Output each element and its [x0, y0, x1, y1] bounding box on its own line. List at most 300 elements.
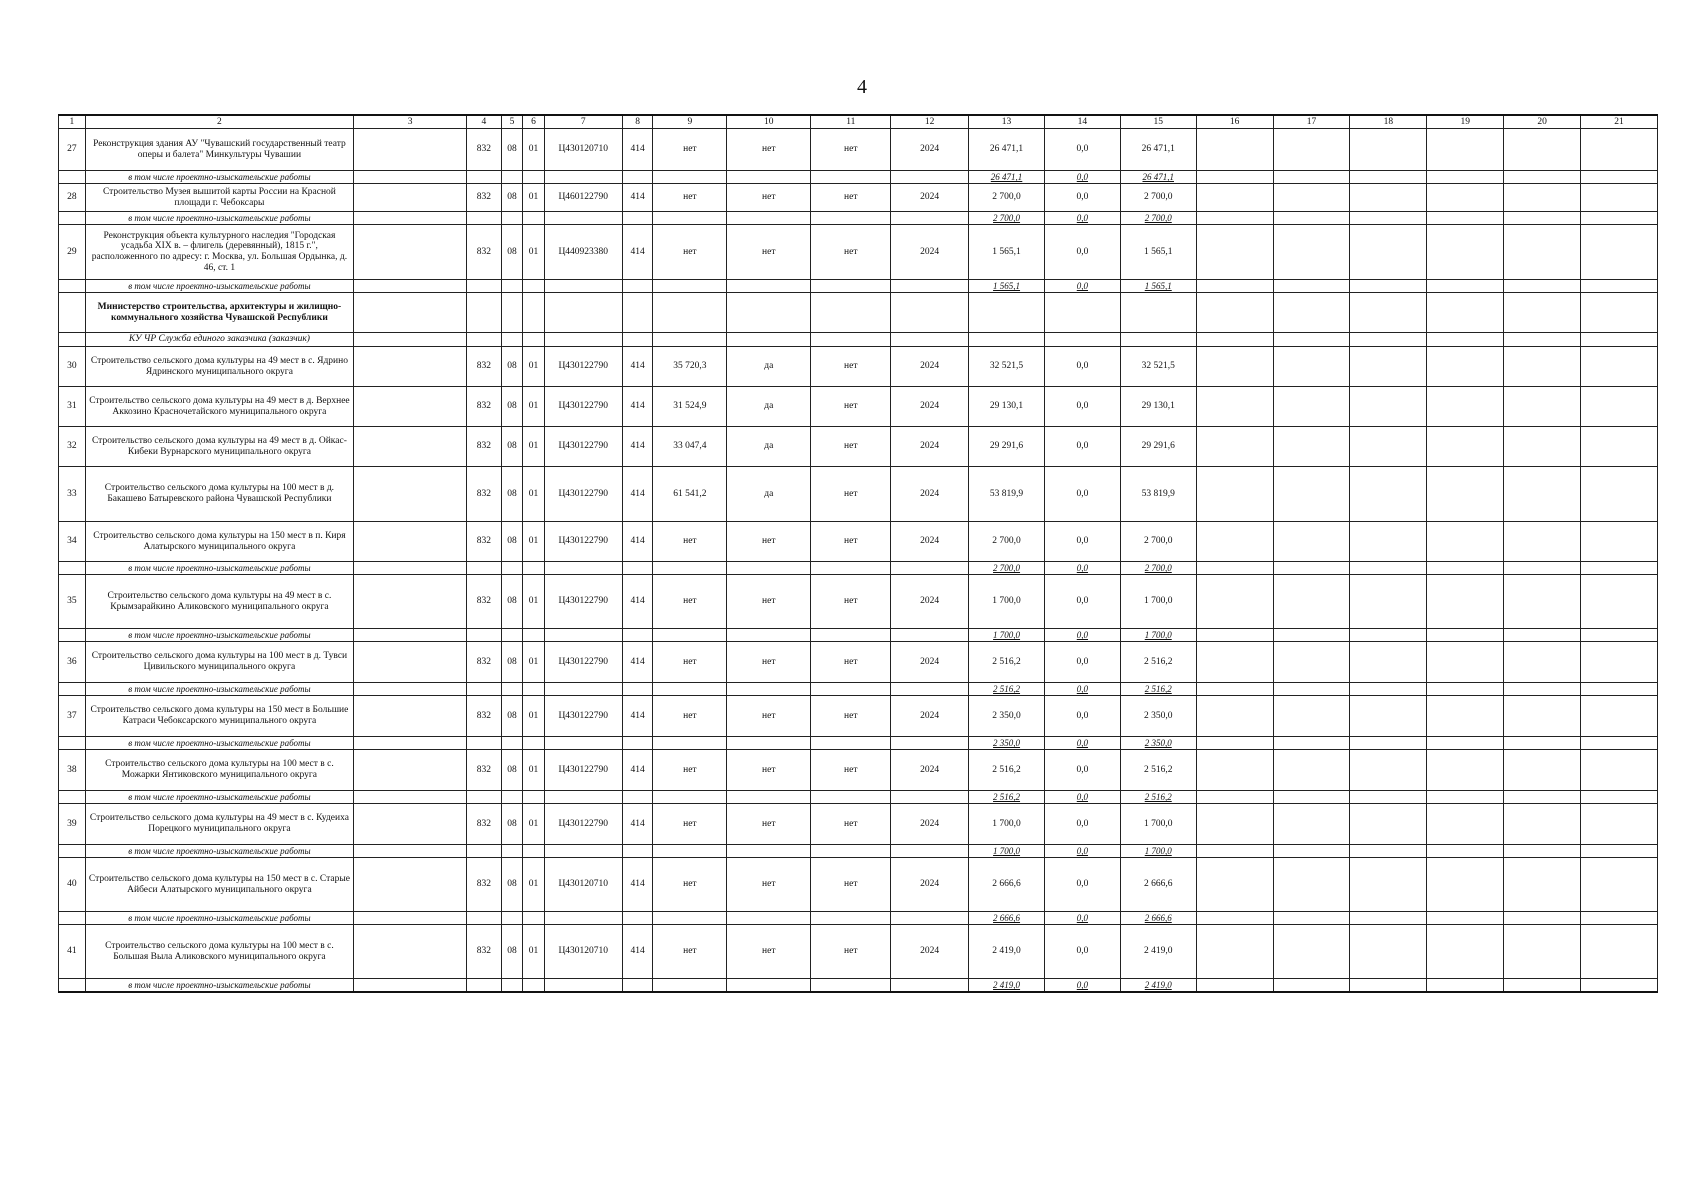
- cell-col3: [354, 387, 467, 427]
- cell-c10: нет: [727, 184, 811, 212]
- investment-table: [58, 114, 1658, 993]
- cell-c4: 832: [466, 925, 501, 979]
- cell-c4: 832: [466, 225, 501, 280]
- cell-c4: 832: [466, 642, 501, 683]
- cell-col21: [1581, 858, 1658, 912]
- cell-col19: [1427, 171, 1504, 184]
- sub-c15: 2 350,0: [1120, 737, 1196, 750]
- cell-col11: [811, 737, 891, 750]
- cell-col18: [1350, 845, 1427, 858]
- sub-c14: 0,0: [1044, 845, 1120, 858]
- cell-c8: 414: [622, 575, 653, 629]
- cell-col5: [501, 683, 523, 696]
- cell-col17: [1273, 467, 1350, 522]
- sub-c13: 2 666,6: [969, 912, 1045, 925]
- cell-col3: [354, 737, 467, 750]
- cell-c9: нет: [653, 129, 727, 171]
- cell-col18: [1350, 333, 1427, 347]
- cell-col6: [523, 737, 545, 750]
- cell-c9: нет: [653, 184, 727, 212]
- object-description: Реконструкция здания АУ "Чувашский государственный театр оперы и балета" Минкультуры Чувашии: [85, 129, 354, 171]
- cell-c14: 0,0: [1044, 467, 1120, 522]
- cell-c13: 29 130,1: [969, 387, 1045, 427]
- cell-col19: [1427, 925, 1504, 979]
- cell-col8: [622, 333, 653, 347]
- sub-c14: 0,0: [1044, 212, 1120, 225]
- cell-col8: [622, 912, 653, 925]
- cell-col8: [622, 683, 653, 696]
- sub-c15: 26 471,1: [1120, 171, 1196, 184]
- cell-col18: [1350, 184, 1427, 212]
- cell-c5: 08: [501, 347, 523, 387]
- cell-col3: [354, 845, 467, 858]
- sub-c13: 2 700,0: [969, 562, 1045, 575]
- cell-c11: нет: [811, 427, 891, 467]
- agency-header-text: КУ ЧР Служба единого заказчика (заказчик): [85, 333, 354, 347]
- cell-col3: [354, 522, 467, 562]
- cell-col19: [1427, 642, 1504, 683]
- cell-c15: 2 666,6: [1120, 858, 1196, 912]
- cell-c4: 832: [466, 427, 501, 467]
- cell-col7: [544, 683, 622, 696]
- row-number: 27: [59, 129, 86, 171]
- object-description: Строительство сельского дома культуры на 49 мест в с. Кудеиха Порецкого муниципального округа: [85, 804, 354, 845]
- sub-label: в том числе проектно-изыскательские работы: [85, 280, 354, 293]
- cell-c6: 01: [523, 427, 545, 467]
- cell-col16: [1196, 562, 1273, 575]
- cell-c6: 01: [523, 225, 545, 280]
- cell-col3: [354, 212, 467, 225]
- cell-col17: [1273, 129, 1350, 171]
- cell-col12: [891, 683, 969, 696]
- cell-col20: [1504, 427, 1581, 467]
- cell-col5: [501, 912, 523, 925]
- cell-c8: 414: [622, 925, 653, 979]
- object-description: Строительство сельского дома культуры на 100 мест в с. Большая Выла Аликовского муниципального округа: [85, 925, 354, 979]
- cell-col8: [622, 979, 653, 993]
- cell-c14: 0,0: [1044, 129, 1120, 171]
- cell-col16: [1196, 293, 1273, 333]
- cell-col12: [891, 293, 969, 333]
- cell-c15: 2 700,0: [1120, 522, 1196, 562]
- column-header: 21: [1581, 115, 1658, 129]
- cell-col10: [727, 629, 811, 642]
- cell-col1: [59, 562, 86, 575]
- cell-col19: [1427, 225, 1504, 280]
- cell-c5: 08: [501, 522, 523, 562]
- table-row: [59, 696, 1658, 737]
- cell-col17: [1273, 696, 1350, 737]
- cell-col7: [544, 629, 622, 642]
- cell-col16: [1196, 979, 1273, 993]
- cell-col20: [1504, 171, 1581, 184]
- cell-c5: 08: [501, 387, 523, 427]
- cell-col18: [1350, 225, 1427, 280]
- cell-col16: [1196, 171, 1273, 184]
- cell-col17: [1273, 347, 1350, 387]
- cell-c13: 32 521,5: [969, 347, 1045, 387]
- cell-c6: 01: [523, 925, 545, 979]
- cell-c9: нет: [653, 696, 727, 737]
- cell-c11: нет: [811, 522, 891, 562]
- cell-col3: [354, 750, 467, 791]
- cell-col19: [1427, 387, 1504, 427]
- cell-col4: [466, 683, 501, 696]
- cell-c10: нет: [727, 575, 811, 629]
- ministry-header: [59, 293, 1658, 333]
- column-header: 6: [523, 115, 545, 129]
- cell-col19: [1427, 791, 1504, 804]
- cell-c11: нет: [811, 696, 891, 737]
- column-header: 16: [1196, 115, 1273, 129]
- cell-col3: [354, 467, 467, 522]
- object-description: Строительство сельского дома культуры на 49 мест в с. Крымзарайкино Аликовского муниципального округа: [85, 575, 354, 629]
- cell-col20: [1504, 804, 1581, 845]
- cell-col4: [466, 171, 501, 184]
- cell-col7: [544, 791, 622, 804]
- cell-col19: [1427, 750, 1504, 791]
- cell-col18: [1350, 791, 1427, 804]
- cell-c11: нет: [811, 387, 891, 427]
- cell-col6: [523, 212, 545, 225]
- cell-c12: 2024: [891, 804, 969, 845]
- cell-col17: [1273, 804, 1350, 845]
- cell-c11: нет: [811, 858, 891, 912]
- cell-c11: нет: [811, 575, 891, 629]
- cell-col11: [811, 280, 891, 293]
- cell-col9: [653, 979, 727, 993]
- cell-col7: [544, 212, 622, 225]
- cell-col12: [891, 629, 969, 642]
- cell-col3: [354, 642, 467, 683]
- cell-col1: [59, 171, 86, 184]
- cell-c10: нет: [727, 925, 811, 979]
- cell-c7: Ц430122790: [544, 696, 622, 737]
- cell-c5: 08: [501, 696, 523, 737]
- column-header-row: [59, 115, 1658, 129]
- sub-label: в том числе проектно-изыскательские работы: [85, 212, 354, 225]
- cell-col19: [1427, 804, 1504, 845]
- cell-col5: [501, 171, 523, 184]
- sub-c13: 2 350,0: [969, 737, 1045, 750]
- cell-col21: [1581, 912, 1658, 925]
- cell-col3: [354, 683, 467, 696]
- cell-col21: [1581, 347, 1658, 387]
- cell-col19: [1427, 129, 1504, 171]
- cell-col16: [1196, 925, 1273, 979]
- cell-col21: [1581, 522, 1658, 562]
- cell-c14: 0,0: [1044, 427, 1120, 467]
- cell-col16: [1196, 683, 1273, 696]
- subrow-design-survey: [59, 629, 1658, 642]
- table-row: [59, 225, 1658, 280]
- cell-col20: [1504, 925, 1581, 979]
- cell-col13: [969, 333, 1045, 347]
- cell-c12: 2024: [891, 750, 969, 791]
- sub-c14: 0,0: [1044, 562, 1120, 575]
- cell-c6: 01: [523, 347, 545, 387]
- column-header: 5: [501, 115, 523, 129]
- object-description: Строительство сельского дома культуры на 100 мест в с. Можарки Янтиковского муниципального округа: [85, 750, 354, 791]
- cell-c6: 01: [523, 575, 545, 629]
- cell-col21: [1581, 333, 1658, 347]
- table-row: [59, 387, 1658, 427]
- cell-col20: [1504, 845, 1581, 858]
- cell-c14: 0,0: [1044, 642, 1120, 683]
- sub-c15: 2 516,2: [1120, 683, 1196, 696]
- cell-c6: 01: [523, 184, 545, 212]
- cell-col18: [1350, 427, 1427, 467]
- cell-col20: [1504, 750, 1581, 791]
- object-description: Строительство сельского дома культуры на 49 мест в д. Ойкас-Кибеки Вурнарского муниципального округа: [85, 427, 354, 467]
- cell-c11: нет: [811, 184, 891, 212]
- cell-c9: нет: [653, 225, 727, 280]
- cell-col1: [59, 912, 86, 925]
- column-header: 18: [1350, 115, 1427, 129]
- object-description: Строительство Музея вышитой карты России на Красной площади г. Чебоксары: [85, 184, 354, 212]
- row-number: 34: [59, 522, 86, 562]
- cell-col4: [466, 737, 501, 750]
- column-header: 17: [1273, 115, 1350, 129]
- cell-col11: [811, 683, 891, 696]
- cell-col1: [59, 280, 86, 293]
- cell-c4: 832: [466, 750, 501, 791]
- cell-c8: 414: [622, 184, 653, 212]
- cell-c9: нет: [653, 642, 727, 683]
- cell-c6: 01: [523, 129, 545, 171]
- cell-c12: 2024: [891, 858, 969, 912]
- cell-col1: [59, 683, 86, 696]
- cell-c11: нет: [811, 129, 891, 171]
- cell-col18: [1350, 912, 1427, 925]
- cell-c8: 414: [622, 129, 653, 171]
- sub-c14: 0,0: [1044, 912, 1120, 925]
- cell-col19: [1427, 575, 1504, 629]
- cell-col20: [1504, 791, 1581, 804]
- cell-col20: [1504, 683, 1581, 696]
- cell-col3: [354, 925, 467, 979]
- cell-col3: [354, 575, 467, 629]
- cell-c6: 01: [523, 642, 545, 683]
- cell-col17: [1273, 212, 1350, 225]
- cell-col8: [622, 212, 653, 225]
- cell-c13: 2 516,2: [969, 642, 1045, 683]
- cell-c6: 01: [523, 387, 545, 427]
- cell-c7: Ц430122790: [544, 347, 622, 387]
- cell-c12: 2024: [891, 129, 969, 171]
- cell-col12: [891, 845, 969, 858]
- cell-col3: [354, 129, 467, 171]
- cell-col1: [59, 979, 86, 993]
- cell-col21: [1581, 629, 1658, 642]
- column-header: 19: [1427, 115, 1504, 129]
- cell-col18: [1350, 642, 1427, 683]
- cell-col6: [523, 629, 545, 642]
- cell-col20: [1504, 347, 1581, 387]
- cell-col20: [1504, 225, 1581, 280]
- subrow-design-survey: [59, 171, 1658, 184]
- cell-c10: нет: [727, 858, 811, 912]
- cell-col15: [1120, 333, 1196, 347]
- cell-c14: 0,0: [1044, 804, 1120, 845]
- cell-col16: [1196, 333, 1273, 347]
- cell-c13: 2 350,0: [969, 696, 1045, 737]
- cell-c10: нет: [727, 696, 811, 737]
- cell-col7: [544, 737, 622, 750]
- cell-col16: [1196, 629, 1273, 642]
- cell-c5: 08: [501, 225, 523, 280]
- cell-col9: [653, 171, 727, 184]
- cell-col12: [891, 791, 969, 804]
- ministry-header-text: Министерство строительства, архитектуры и жилищно-коммунального хозяйства Чувашской Республики: [85, 293, 354, 333]
- cell-col3: [354, 804, 467, 845]
- object-description: Строительство сельского дома культуры на 49 мест в с. Ядрино Ядринского муниципального округа: [85, 347, 354, 387]
- cell-col11: [811, 912, 891, 925]
- cell-c15: 2 516,2: [1120, 642, 1196, 683]
- cell-col20: [1504, 737, 1581, 750]
- cell-col6: [523, 333, 545, 347]
- cell-col18: [1350, 737, 1427, 750]
- cell-c8: 414: [622, 804, 653, 845]
- cell-c14: 0,0: [1044, 750, 1120, 791]
- cell-c8: 414: [622, 347, 653, 387]
- sub-c15: 1 700,0: [1120, 629, 1196, 642]
- cell-col18: [1350, 979, 1427, 993]
- cell-col3: [354, 858, 467, 912]
- cell-c5: 08: [501, 427, 523, 467]
- cell-c12: 2024: [891, 696, 969, 737]
- cell-col20: [1504, 629, 1581, 642]
- cell-c10: нет: [727, 129, 811, 171]
- cell-c9: 31 524,9: [653, 387, 727, 427]
- sub-c15: 1 565,1: [1120, 280, 1196, 293]
- cell-c6: 01: [523, 858, 545, 912]
- cell-col16: [1196, 522, 1273, 562]
- cell-col5: [501, 293, 523, 333]
- cell-col7: [544, 171, 622, 184]
- cell-col6: [523, 791, 545, 804]
- cell-c6: 01: [523, 467, 545, 522]
- cell-c7: Ц430122790: [544, 427, 622, 467]
- cell-c8: 414: [622, 858, 653, 912]
- cell-col12: [891, 737, 969, 750]
- cell-c7: Ц430120710: [544, 925, 622, 979]
- subrow-design-survey: [59, 562, 1658, 575]
- cell-col4: [466, 629, 501, 642]
- cell-col17: [1273, 184, 1350, 212]
- sub-label: в том числе проектно-изыскательские работы: [85, 791, 354, 804]
- cell-col20: [1504, 979, 1581, 993]
- cell-col21: [1581, 791, 1658, 804]
- column-header: 4: [466, 115, 501, 129]
- cell-c15: 1 565,1: [1120, 225, 1196, 280]
- cell-col21: [1581, 642, 1658, 683]
- cell-c15: 32 521,5: [1120, 347, 1196, 387]
- sub-c13: 2 419,0: [969, 979, 1045, 993]
- cell-c13: 26 471,1: [969, 129, 1045, 171]
- cell-col4: [466, 791, 501, 804]
- cell-c7: Ц460122790: [544, 184, 622, 212]
- cell-col16: [1196, 791, 1273, 804]
- sub-c14: 0,0: [1044, 979, 1120, 993]
- sub-label: в том числе проектно-изыскательские работы: [85, 912, 354, 925]
- cell-c4: 832: [466, 804, 501, 845]
- cell-col21: [1581, 184, 1658, 212]
- subrow-design-survey: [59, 979, 1658, 993]
- cell-c11: нет: [811, 642, 891, 683]
- cell-c11: нет: [811, 804, 891, 845]
- object-description: Строительство сельского дома культуры на 150 мест в п. Киря Алатырского муниципального округа: [85, 522, 354, 562]
- cell-c13: 2 419,0: [969, 925, 1045, 979]
- cell-col19: [1427, 629, 1504, 642]
- row-number: 37: [59, 696, 86, 737]
- cell-col9: [653, 791, 727, 804]
- cell-c10: нет: [727, 225, 811, 280]
- table-row: [59, 804, 1658, 845]
- row-number: 39: [59, 804, 86, 845]
- cell-col17: [1273, 171, 1350, 184]
- sub-c14: 0,0: [1044, 791, 1120, 804]
- row-number: 36: [59, 642, 86, 683]
- cell-c5: 08: [501, 467, 523, 522]
- cell-col18: [1350, 387, 1427, 427]
- cell-c9: нет: [653, 858, 727, 912]
- cell-c11: нет: [811, 225, 891, 280]
- cell-col6: [523, 683, 545, 696]
- cell-col10: [727, 912, 811, 925]
- cell-col16: [1196, 804, 1273, 845]
- cell-col16: [1196, 347, 1273, 387]
- cell-col19: [1427, 737, 1504, 750]
- cell-col18: [1350, 925, 1427, 979]
- cell-col6: [523, 845, 545, 858]
- cell-c13: 2 516,2: [969, 750, 1045, 791]
- cell-c12: 2024: [891, 467, 969, 522]
- sub-c13: 1 700,0: [969, 629, 1045, 642]
- sub-label: в том числе проектно-изыскательские работы: [85, 562, 354, 575]
- cell-col19: [1427, 858, 1504, 912]
- cell-col19: [1427, 912, 1504, 925]
- cell-col1: [59, 293, 86, 333]
- cell-c10: да: [727, 347, 811, 387]
- cell-c10: да: [727, 427, 811, 467]
- cell-col21: [1581, 696, 1658, 737]
- cell-col3: [354, 629, 467, 642]
- cell-col16: [1196, 845, 1273, 858]
- column-header: 12: [891, 115, 969, 129]
- cell-c8: 414: [622, 427, 653, 467]
- table-row: [59, 427, 1658, 467]
- cell-c14: 0,0: [1044, 696, 1120, 737]
- cell-col9: [653, 280, 727, 293]
- cell-col18: [1350, 212, 1427, 225]
- cell-col3: [354, 347, 467, 387]
- sub-label: в том числе проектно-изыскательские работы: [85, 737, 354, 750]
- cell-col20: [1504, 696, 1581, 737]
- cell-c10: да: [727, 387, 811, 427]
- column-header: 15: [1120, 115, 1196, 129]
- cell-c15: 2 419,0: [1120, 925, 1196, 979]
- sub-c15: 2 666,6: [1120, 912, 1196, 925]
- cell-c14: 0,0: [1044, 347, 1120, 387]
- cell-c6: 01: [523, 750, 545, 791]
- cell-col17: [1273, 427, 1350, 467]
- row-number: 40: [59, 858, 86, 912]
- cell-c4: 832: [466, 575, 501, 629]
- sub-c14: 0,0: [1044, 737, 1120, 750]
- cell-col20: [1504, 912, 1581, 925]
- cell-c7: Ц430122790: [544, 804, 622, 845]
